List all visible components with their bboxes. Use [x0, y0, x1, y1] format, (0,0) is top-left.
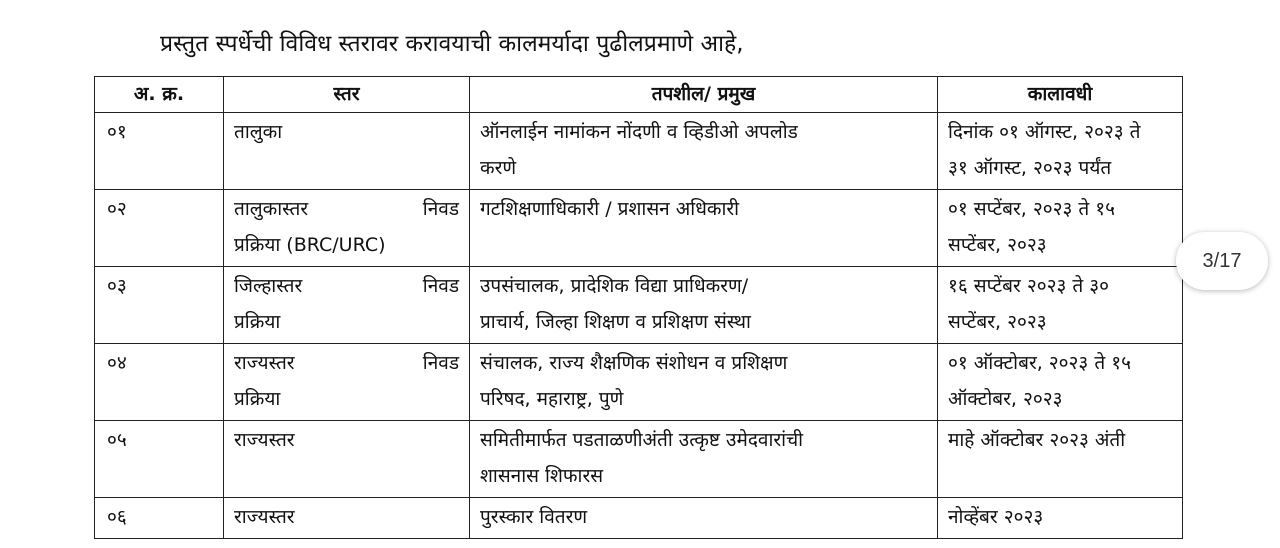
row-sr-no: ०६ [95, 498, 224, 539]
row-level [224, 421, 470, 498]
details-line: पुरस्कार वितरण [480, 506, 588, 528]
period-line: ०१ ऑक्टोबर, २०२३ ते १५ [948, 352, 1131, 374]
period-line: माहे ऑक्टोबर २०२३ अंती [948, 429, 1126, 451]
details-line: परिषद, महाराष्ट्र, पुणे [480, 388, 624, 410]
header-period: कालावधी [938, 77, 1183, 113]
row-level [224, 344, 470, 421]
level-line-justified [234, 345, 459, 381]
row-period [938, 344, 1183, 421]
level-line: प्रक्रिया [234, 388, 281, 410]
row-details [470, 190, 938, 267]
row-period [938, 113, 1183, 190]
table-row [95, 190, 1183, 267]
level-line: राज्यस्तर [234, 429, 295, 451]
row-details [470, 498, 938, 539]
details-line: गटशिक्षणाधिकारी / प्रशासन अधिकारी [480, 198, 740, 220]
row-level [224, 498, 470, 539]
row-details [470, 267, 938, 344]
period-line: ऑक्टोबर, २०२३ [948, 388, 1063, 410]
level-line-justified [234, 268, 459, 304]
row-sr-no: ०३ [95, 267, 224, 344]
header-details: तपशील/ प्रमुख [470, 77, 938, 113]
level-word: निवड [422, 198, 459, 220]
level-word: निवड [422, 352, 459, 374]
header-level: स्तर [224, 77, 470, 113]
details-line: शासनास शिफारस [480, 465, 604, 487]
table-row [95, 267, 1183, 344]
level-line-justified [234, 191, 459, 227]
period-line: दिनांक ०१ ऑगस्ट, २०२३ ते [948, 121, 1141, 143]
details-line: प्राचार्य, जिल्हा शिक्षण व प्रशिक्षण संस्था [480, 311, 751, 333]
details-line: ऑनलाईन नामांकन नोंदणी व व्हिडीओ अपलोड [480, 121, 798, 143]
table-row [95, 498, 1183, 539]
row-details [470, 113, 938, 190]
row-sr-no: ०५ [95, 421, 224, 498]
period-line: नोव्हेंबर २०२३ [948, 506, 1044, 528]
table-row [95, 421, 1183, 498]
level-word: तालुकास्तर [234, 198, 309, 220]
level-word: राज्यस्तर [234, 352, 295, 374]
page-number-indicator: 3/17 [1176, 232, 1268, 290]
table-row [95, 113, 1183, 190]
level-line: तालुका [234, 121, 283, 143]
level-line: प्रक्रिया [234, 311, 281, 333]
details-line: उपसंचालक, प्रादेशिक विद्या प्राधिकरण/ [480, 275, 749, 297]
details-line: संचालक, राज्य शैक्षणिक संशोधन व प्रशिक्षण [480, 352, 788, 374]
row-sr-no: ०४ [95, 344, 224, 421]
period-line: सप्टेंबर, २०२३ [948, 311, 1047, 333]
row-period [938, 421, 1183, 498]
row-sr-no: ०२ [95, 190, 224, 267]
period-line: सप्टेंबर, २०२३ [948, 234, 1047, 256]
level-word: जिल्हास्तर [234, 275, 303, 297]
intro-paragraph: प्रस्तुत स्पर्धेची विविध स्तरावर करावयाची कालमर्यादा पुढीलप्रमाणे आहे, [160, 31, 744, 57]
row-period [938, 498, 1183, 539]
header-sr-no: अ. क्र. [95, 77, 224, 113]
row-level [224, 190, 470, 267]
level-word: निवड [422, 275, 459, 297]
row-level [224, 113, 470, 190]
row-level [224, 267, 470, 344]
period-line: ३१ ऑगस्ट, २०२३ पर्यंत [948, 157, 1112, 179]
schedule-table [94, 76, 1183, 539]
details-line: समितीमार्फत पडताळणीअंती उत्कृष्ट उमेदवारांची [480, 429, 804, 451]
table-header-row [95, 77, 1183, 113]
level-line: प्रक्रिया (BRC/URC) [234, 234, 386, 256]
row-period [938, 190, 1183, 267]
row-details [470, 344, 938, 421]
row-sr-no: ०१ [95, 113, 224, 190]
row-details [470, 421, 938, 498]
level-line: राज्यस्तर [234, 506, 295, 528]
details-line: करणे [480, 157, 517, 179]
row-period [938, 267, 1183, 344]
table-row [95, 344, 1183, 421]
details-line-justified [480, 114, 927, 150]
period-line: १६ सप्टेंबर २०२३ ते ३० [948, 275, 1110, 297]
period-line: ०१ सप्टेंबर, २०२३ ते १५ [948, 198, 1116, 220]
